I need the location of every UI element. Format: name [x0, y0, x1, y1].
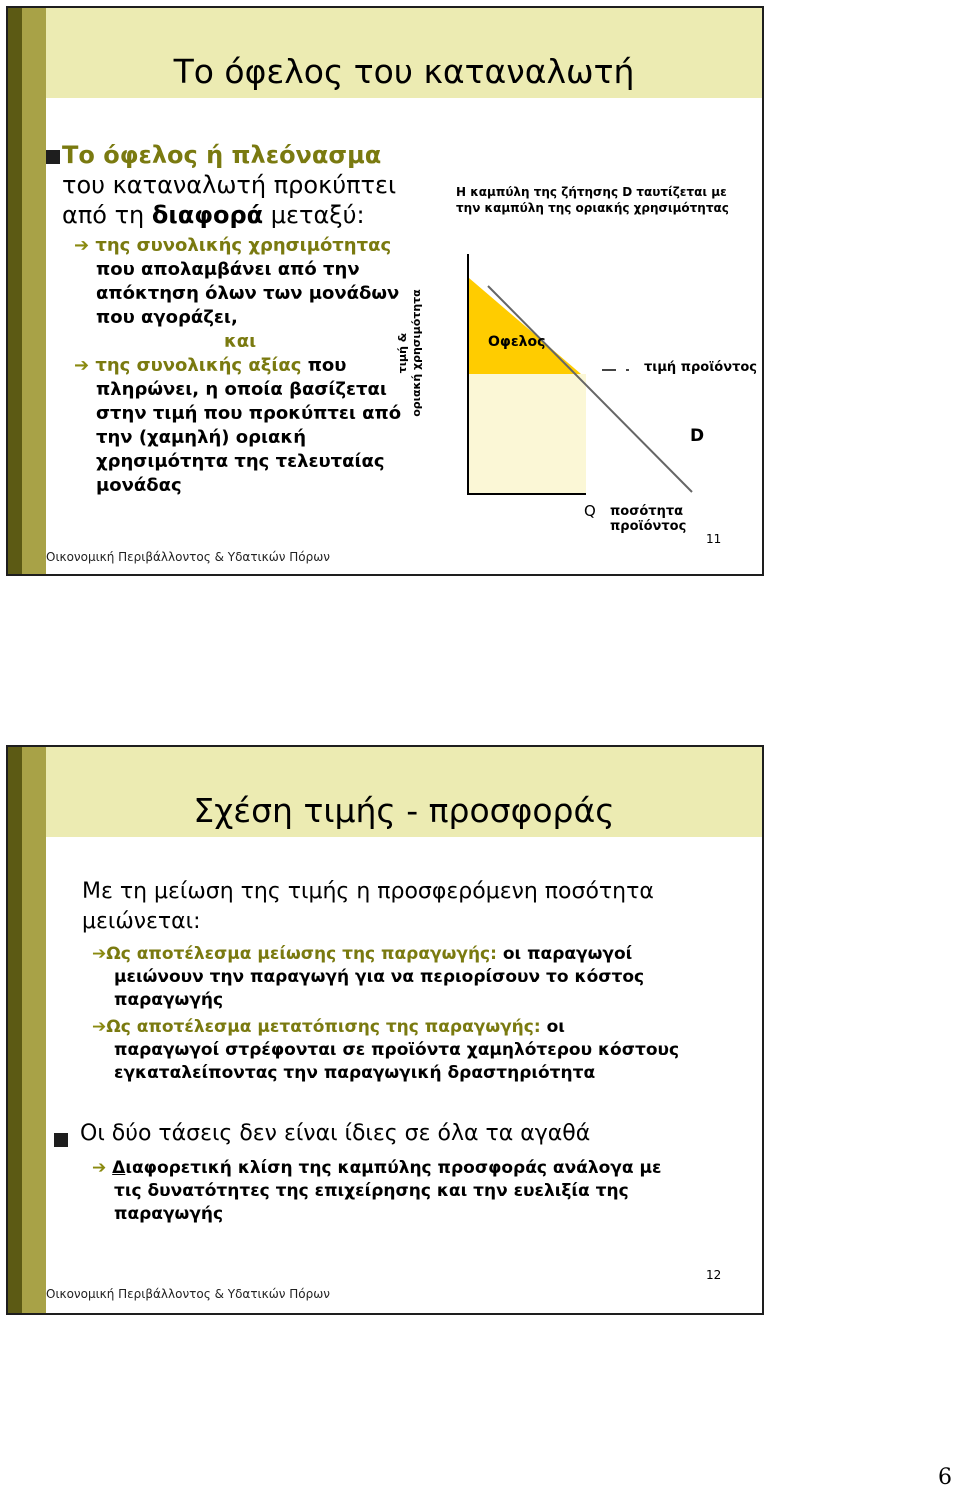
arrow-right-icon: ➔ — [92, 1017, 107, 1037]
and-word: και — [224, 331, 257, 352]
arrow-right-icon: ➔ — [74, 235, 90, 256]
slide-12 — [6, 745, 764, 1315]
sub-point: ➔ Διαφορετική κλίση της καμπύλης προσφοράς ανάλογα με τις δυνατότητες της επιχείρησης και την ευελιξία της παραγωγής — [92, 1158, 662, 1224]
intro-text: Με τη μείωση της τιμής η προσφερόμενη ποσότητα μειώνεται: — [82, 879, 654, 934]
expenditure-area — [469, 374, 586, 494]
footer: Οικονομική Περιβάλλοντος & Υδατικών Πόρων — [46, 1287, 330, 1301]
curve-label: D — [690, 426, 705, 446]
price-label: τιμή προϊόντος — [644, 360, 758, 375]
slide-11 — [6, 6, 764, 576]
decor-bar-light — [22, 747, 46, 1313]
decor-bar-dark — [8, 747, 22, 1313]
main-bullet-line3: από τη διαφορά μεταξύ: — [62, 201, 365, 229]
main-bullet-line2: του καταναλωτή προκύπτει — [62, 171, 397, 199]
sub-bullets: ➔ της συνολικής χρησιμότητας που απολαμβάνει από την απόκτηση όλων των μονάδων που αγοράζει, και ➔ της συνολικής αξίας που πληρώνει, η οποία βασίζεται στην τιμή που προκύπτει από την (χαμηλή) οριακή χρησιμότητα της τελευταίας μονάδας — [74, 235, 402, 496]
arrow-points: ➔Ως αποτέλεσμα μείωσης της παραγωγής: οι παραγωγοί μειώνουν την παραγωγή για να περιορίσουν το κόστος παραγωγής ➔Ως αποτέλεσμα μετατόπισης της παραγωγής: οι παραγωγοί στρέφονται σε προϊόντα χαμηλότερου κόστους εγκαταλείποντας την παραγωγική δραστηριότητα — [92, 944, 680, 1083]
main-bullet-lead: Το όφελος ή πλεόνασμα — [62, 141, 382, 169]
slide-title: Το όφελος του καταναλωτή — [173, 52, 635, 91]
y-axis-label: τιμή & οριακή χρησιμότητα — [396, 289, 423, 417]
arrow-right-icon: ➔ — [92, 944, 107, 964]
document-page-number: 6 — [938, 1465, 952, 1490]
bullet-square-icon — [54, 1133, 68, 1147]
footer: Οικονομική Περιβάλλοντος & Υδατικών Πόρων — [46, 550, 330, 564]
slide-number: 12 — [706, 1268, 722, 1282]
arrow-right-icon: ➔ — [92, 1158, 107, 1178]
chart-caption: Η καμπύλη της ζήτησης D ταυτίζεται με την καμπύλη της οριακής χρησιμότητας — [456, 185, 729, 215]
benefit-label: Οφελος — [488, 334, 546, 350]
slide-title: Σχέση τιμής - προσφοράς — [193, 791, 615, 830]
arrow-right-icon: ➔ — [74, 355, 90, 376]
demand-chart — [8, 8, 764, 576]
second-bullet: Οι δύο τάσεις δεν είναι ίδιες σε όλα τα αγαθά — [80, 1121, 591, 1146]
x-axis-label: ποσότητα προϊόντος — [610, 504, 687, 534]
slide-number: 11 — [706, 532, 722, 546]
benefit-area — [469, 278, 581, 374]
q-label: Q — [584, 502, 596, 520]
